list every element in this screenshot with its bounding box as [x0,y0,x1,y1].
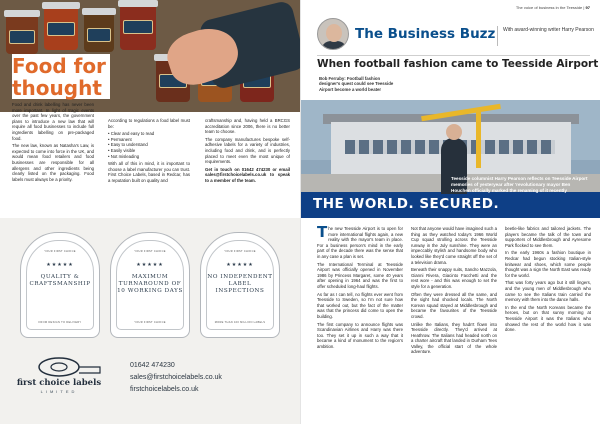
body-column-2: According to regulations a food label must be: • Clear and easy to read • Permanent • Easy to understand • Easily visible • Not misleading With all of this in mind, it is important to choose a label manufacturer you can trust. First Choice Labels, based in Redcar, has a reputation built on quality and [108,118,190,186]
list-item: • Easily visible [108,148,190,154]
stars-icon: ★★★★★ [136,262,164,268]
column-byline: With award-winning writer Harry Pearson [503,27,594,33]
seal-turnaround: YOUR FIRST CHOICE ★★★★★ MAXIMUM TURNAROUND OF 10 WORKING DAYS YOUR FIRST CHOICE [110,232,190,338]
body-column-3: craftsmanship and, having held a BRCGS accreditation since 2006, there is no better team to choose. The company manufactures bespoke self-adhesive labels for a variety of industries, including food and drink, and is perfectly placed to meet even the most unique of requirements. Get in touch on 01642 474230 or email sales@firstchoicelabels.co.uk to speak to a member of the team. [205,118,290,183]
article-headline: When football fashion came to Teesside Airport [317,58,599,70]
jar [6,14,38,54]
seal-quality: YOUR FIRST CHOICE ★★★★★ QUALITY & CRAFTSMANSHIP FROM DESIGN TO DELIVERY [20,232,100,338]
feature-title: Food for thought [12,54,110,99]
roll-icon [10,356,108,378]
list-item: • Easy to understand [108,142,190,148]
article-column-1: The new Teesside Airport is to open for more international flights again, a new reality with the mayor's team in place. For a business person's mind in the early part of the decade there was the sense that in any case a plan is set. The International Terminal at Teesside Airport was officially opened in November 1986 by Princess Margaret, some 40 years after opening in 1964 and was the first to offer scheduled long-haul flights. As far as I can tell, no flights ever went from Teesside to Sweden, so I'm not sure how that worked out, but the fact of the matter was that the princess did come to open the building. The first company to announce flights was Scandinavian Airlines and Harry was there too. They set it up in such a way that it became a kind of monument to the region's ambition. [317,223,403,349]
divider [497,26,498,46]
stars-icon: ★★★★★ [46,262,74,268]
drop-cap: T [317,223,328,241]
column-header [301,12,600,52]
call-to-action: Get in touch on 01642 474230 or email sales@firstchoicelabels.co.uk to speak to a member of the team. [205,166,290,183]
label-requirements-list [108,131,190,159]
list-item: • Permanent [108,137,190,143]
running-head: The voice of business in the Teesside | 97 [515,5,590,10]
avatar [317,18,349,50]
seal-inspections: YOUR FIRST CHOICE ★★★★★ NO INDEPENDENT LABEL INSPECTIONS MORE THAN 100 MILLION LABELS [200,232,280,338]
right-page [300,0,600,424]
jar [84,12,114,52]
contact-details [130,360,222,396]
contact-website[interactable]: firstchoicelabels.co.uk [130,386,199,393]
list-item: • Not misleading [108,154,190,160]
airport-banner: THE WORLD. SECURED. [301,192,600,218]
article-column-2: Not that anyone would have imagined such a thing as they watched today's 1966 World Cup squad strolling across the Teesside runway in the July sunshine. They were an impeccably stylish and handsome body who looked like they'd come straight off the set of a television drama. Beneath their snappy suits, Sandro Mazzola, Gianni Rivera, Giacinto Facchetti and the rest wore - and this was enough to set the style for a generation. Often they were dressed all the same, and the sight had shocked locals. The North Korean squad stayed at Middlesbrough and became the favourites of the Teesside crowd. Unlike the Italians, they hadn't flown into Teesside directly. They'd arrived at Heathrow. The Italians had headed north on a charter aircraft that landed in Durham Tees Valley, the official start of the whole adventure. [411,226,497,355]
contact-phone[interactable]: 01642 474230 [130,362,175,369]
column-title: The Business Buzz [355,26,496,42]
article-lede: Bob Ferraby: Football fashion designer's quest could see Teesside Airport become a world beater [319,76,394,92]
jar [44,6,78,50]
divider [317,55,590,56]
contact-email[interactable]: sales@firstchoicelabels.co.uk [130,374,222,381]
page-number: 97 [585,5,590,10]
body-column-1: Food and drink labelling has never been more important. In light of tragic events over the past few years, the government plans to introduce a new law that will require all food businesses to include full ingredients labelling on pre-packaged food. The new law, known as Natasha's Law, is expected to come into force in the UK, and would mean food retailers and food businesses are responsible for all allergens and other ingredients being clearly listed on the packaging. Food labels must always be a priority. [12,102,94,182]
stars-icon: ★★★★★ [226,262,254,268]
photo-caption: Teesside columnist Harry Pearson reflects on Teesside Airport memories of yesteryear after 'revolutionary mayor Ben Houchen officially marked the renaming of it recently [451,176,588,193]
brand-logo: first choice labels LIMITED [10,356,108,398]
list-item: • Clear and easy to read [108,131,190,137]
jar [120,4,156,50]
article-column-3: beetle-like fabrics and tailored jackets. The players became the talk of the town and supporters of Middlesbrough and Ayresome Park flocked to see them. In the early 1960s a fashion boutique in Redcar had begun stocking Italian-style knitwear and shoes, which some people thought was a sign the North East was ready for the world. That was forty years ago but it still lingers, and the young men of Middlesbrough who came to see the Italians train carried the memory with them into the dance halls. In the end the North Koreans became the heroes, but on that sunny morning at Teesside Airport it was the Italians who showed the rest of the world how it was done. [505,226,591,333]
